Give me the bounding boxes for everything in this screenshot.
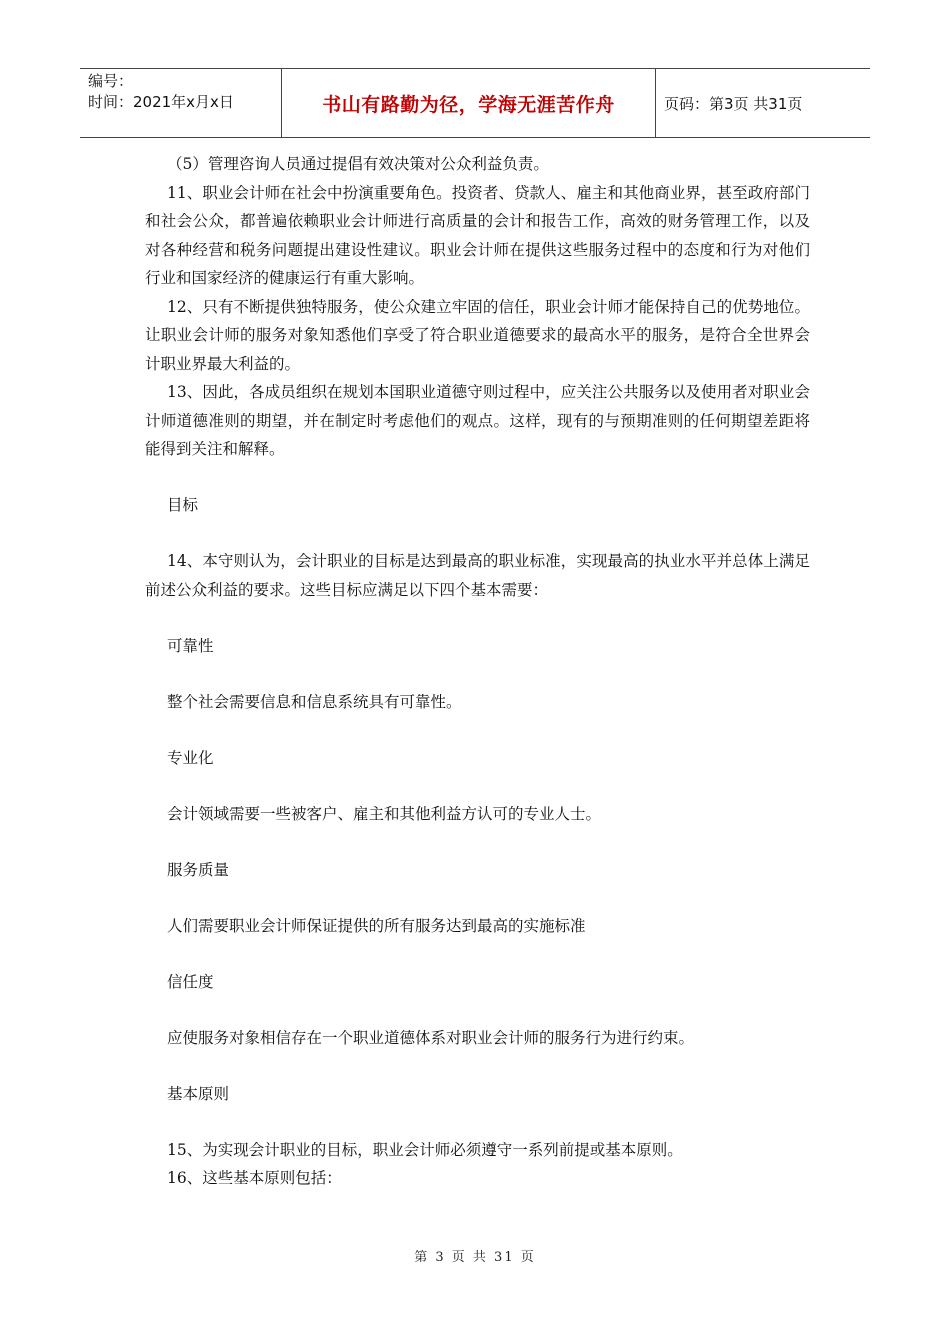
- paragraph-14: 14、本守则认为，会计职业的目标是达到最高的职业标准，实现最高的执业水平并总体上满足前述公众利益的要求。这些目标应满足以下四个基本需要：: [145, 552, 810, 599]
- heading-fundamental-principles: 基本原则: [167, 1084, 230, 1103]
- heading-credibility: 可靠性: [167, 636, 214, 655]
- header-motto: 书山有路勤为径，学海无涯苦作舟: [282, 69, 656, 137]
- text-quality: 人们需要职业会计师保证提供的所有服务达到最高的实施标准: [167, 916, 586, 935]
- heading-quality: 服务质量: [167, 860, 230, 879]
- page-footer: 第 3 页 共 31 页: [414, 1250, 536, 1265]
- heading-professionalism: 专业化: [167, 748, 214, 767]
- paragraph-16: 16、这些基本原则包括：: [167, 1169, 342, 1187]
- heading-objectives: 目标: [167, 496, 199, 514]
- document-time-label: 时间：2021年x月x日: [88, 93, 234, 111]
- paragraph-11: 11、职业会计师在社会中扮演重要角色。投资者、贷款人、雇主和其他商业界，甚至政府部门和社会公众，都普遍依赖职业会计师进行高质量的会计和报告工作，高效的财务管理工作，以及对各种经营和税务问题提出建设性建议。职业会计师在提供这些服务过程中的态度和行为对他们行业和国家经济的健康运行有重大影响。: [145, 183, 810, 287]
- page-header: [80, 68, 870, 138]
- text-confidence: 应使服务对象相信存在一个职业道德体系对职业会计师的服务行为进行约束。: [167, 1028, 695, 1047]
- heading-confidence: 信任度: [167, 972, 214, 991]
- header-meta: [80, 69, 282, 137]
- paragraph-12: 12、只有不断提供独特服务，使公众建立牢固的信任，职业会计师才能保持自己的优势地位。让职业会计师的服务对象知悉他们享受了符合职业道德要求的最高水平的服务，是符合全世界会计职业界最大利益的。: [145, 297, 810, 373]
- text-professionalism: 会计领域需要一些被客户、雇主和其他利益方认可的专业人士。: [167, 804, 602, 823]
- paragraph-13: 13、因此，各成员组织在规划本国职业道德守则过程中，应关注公共服务以及使用者对职业会计师道德准则的期望，并在制定时考虑他们的观点。这样，现有的与预期准则的任何期望差距将能得到关注和解释。: [145, 383, 810, 458]
- document-body: [145, 150, 810, 1193]
- text-credibility: 整个社会需要信息和信息系统具有可靠性。: [167, 692, 462, 711]
- paragraph-15: 15、为实现会计职业的目标，职业会计师必须遵守一系列前提或基本原则。: [167, 1140, 683, 1159]
- paragraph-item-5: （5）管理咨询人员通过提倡有效决策对公众利益负责。: [167, 155, 549, 173]
- document-number-label: 编号：: [88, 72, 134, 90]
- header-page-info: 页码：第3页 共31页: [664, 94, 803, 113]
